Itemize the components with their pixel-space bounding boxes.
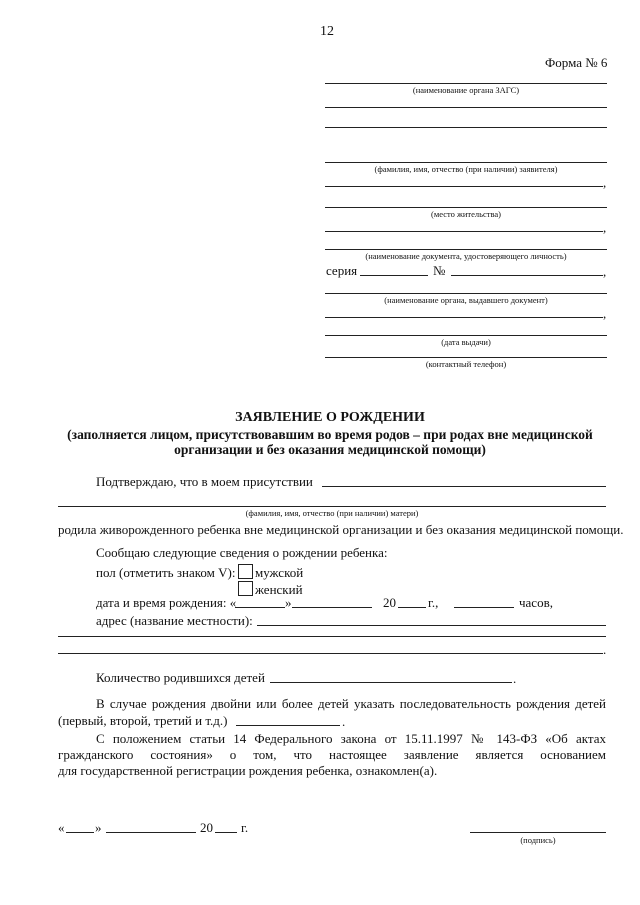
twins-order-field[interactable] [236, 725, 340, 726]
dob-hours-field[interactable] [454, 607, 514, 608]
issue-date-field[interactable] [325, 335, 607, 336]
signature-caption: (подпись) [520, 835, 556, 845]
residence-field[interactable] [325, 207, 607, 208]
address-label: адрес (название местности): [96, 613, 253, 628]
address-field-3[interactable] [58, 653, 603, 654]
hours-label: часов, [519, 595, 553, 610]
document-subtitle-2: организации и без оказания медицинской помощи) [174, 442, 486, 457]
sign-year-label: 20 [200, 820, 213, 835]
number-field[interactable] [451, 275, 603, 276]
applicant-caption: (фамилия, имя, отчество (при наличии) заявителя) [374, 164, 558, 174]
law-text-3: для государственной регистрации рождения ребенка, ознакомлен(а). [58, 763, 438, 778]
address-field[interactable] [257, 625, 606, 626]
address-period: . [603, 642, 607, 657]
applicant-field-2[interactable] [325, 186, 603, 187]
id-doc-field[interactable] [325, 249, 607, 250]
dob-month-field[interactable] [292, 607, 372, 608]
zags-field-3[interactable] [325, 127, 607, 128]
number-label: № [433, 263, 446, 278]
issuer-caption: (наименование органа, выдавшего документ) [384, 295, 548, 305]
law-text-1: С положением статьи 14 Федерального закона от 15.11.1997 № 143-ФЗ «Об актах [96, 731, 606, 746]
series-field[interactable] [360, 275, 428, 276]
document-title: ЗАЯВЛЕНИЕ О РОЖДЕНИИ [235, 410, 425, 425]
page-number: 12 [320, 24, 334, 39]
date-open-quote: « [58, 820, 65, 835]
law-text-2: гражданского состояния» о том, что настоящее заявление является основанием [58, 747, 606, 762]
dob-label: дата и время рождения: « [96, 595, 237, 610]
confirm-text: Подтверждаю, что в моем присутствии [96, 474, 313, 489]
gave-birth-text: родила живорожденного ребенка вне медицинской организации и без оказания медицинской помощи. [58, 522, 624, 537]
male-checkbox[interactable] [238, 564, 253, 579]
comma: , [603, 220, 607, 235]
male-label: мужской [255, 565, 304, 580]
dob-year-label: 20 [383, 595, 396, 610]
comma: , [603, 264, 607, 279]
children-count-field[interactable] [270, 682, 512, 683]
residence-caption: (место жительства) [431, 209, 501, 219]
sex-female-option[interactable] [238, 581, 303, 598]
comma: , [603, 175, 607, 190]
dob-day-field[interactable] [235, 607, 285, 608]
series-label: серия [326, 263, 358, 278]
mother-name-field-2[interactable] [58, 506, 606, 507]
zags-field-2[interactable] [325, 107, 607, 108]
sex-male-option[interactable] [238, 564, 303, 581]
twins-text-1: В случае рождения двойни или более детей указать последовательность рождения детей [96, 696, 606, 711]
phone-caption: (контактный телефон) [425, 359, 507, 369]
mother-name-field[interactable] [322, 486, 606, 487]
zags-caption: (наименование органа ЗАГС) [412, 85, 520, 95]
inform-text: Сообщаю следующие сведения о рождении ребенка: [96, 545, 388, 560]
female-checkbox[interactable] [238, 581, 253, 596]
issue-date-caption: (дата выдачи) [441, 337, 491, 347]
comma: , [603, 306, 607, 321]
id-doc-caption: (наименование документа, удостоверяющего личность) [365, 251, 567, 261]
issuer-field-2[interactable] [325, 317, 603, 318]
children-count-period: . [513, 671, 517, 686]
sign-year-suffix: г. [241, 820, 249, 835]
twins-text-2: (первый, второй, третий и т.д.) [58, 713, 228, 728]
dob-quote-close: » [285, 595, 292, 610]
sex-label: пол (отметить знаком V): [96, 565, 236, 580]
document-subtitle-1: (заполняется лицом, присутствовавшим во время родов – при родах вне медицинской [67, 427, 593, 442]
zags-field[interactable] [325, 83, 607, 84]
twins-period: . [342, 714, 346, 729]
sign-month-field[interactable] [106, 832, 196, 833]
sign-year-field[interactable] [215, 832, 237, 833]
signature-field[interactable] [470, 832, 606, 833]
children-count-label: Количество родившихся детей [96, 670, 265, 685]
residence-field-2[interactable] [325, 231, 603, 232]
dob-year-field[interactable] [398, 607, 426, 608]
dob-year-suffix: г., [428, 595, 439, 610]
form-label: Форма № 6 [545, 55, 608, 70]
issuer-field[interactable] [325, 293, 607, 294]
mother-caption: (фамилия, имя, отчество (при наличии) матери) [245, 508, 419, 518]
female-label: женский [255, 582, 303, 597]
phone-field[interactable] [325, 357, 607, 358]
date-close-quote: » [95, 820, 102, 835]
applicant-field[interactable] [325, 162, 607, 163]
address-field-2[interactable] [58, 636, 606, 637]
sign-day-field[interactable] [66, 832, 94, 833]
